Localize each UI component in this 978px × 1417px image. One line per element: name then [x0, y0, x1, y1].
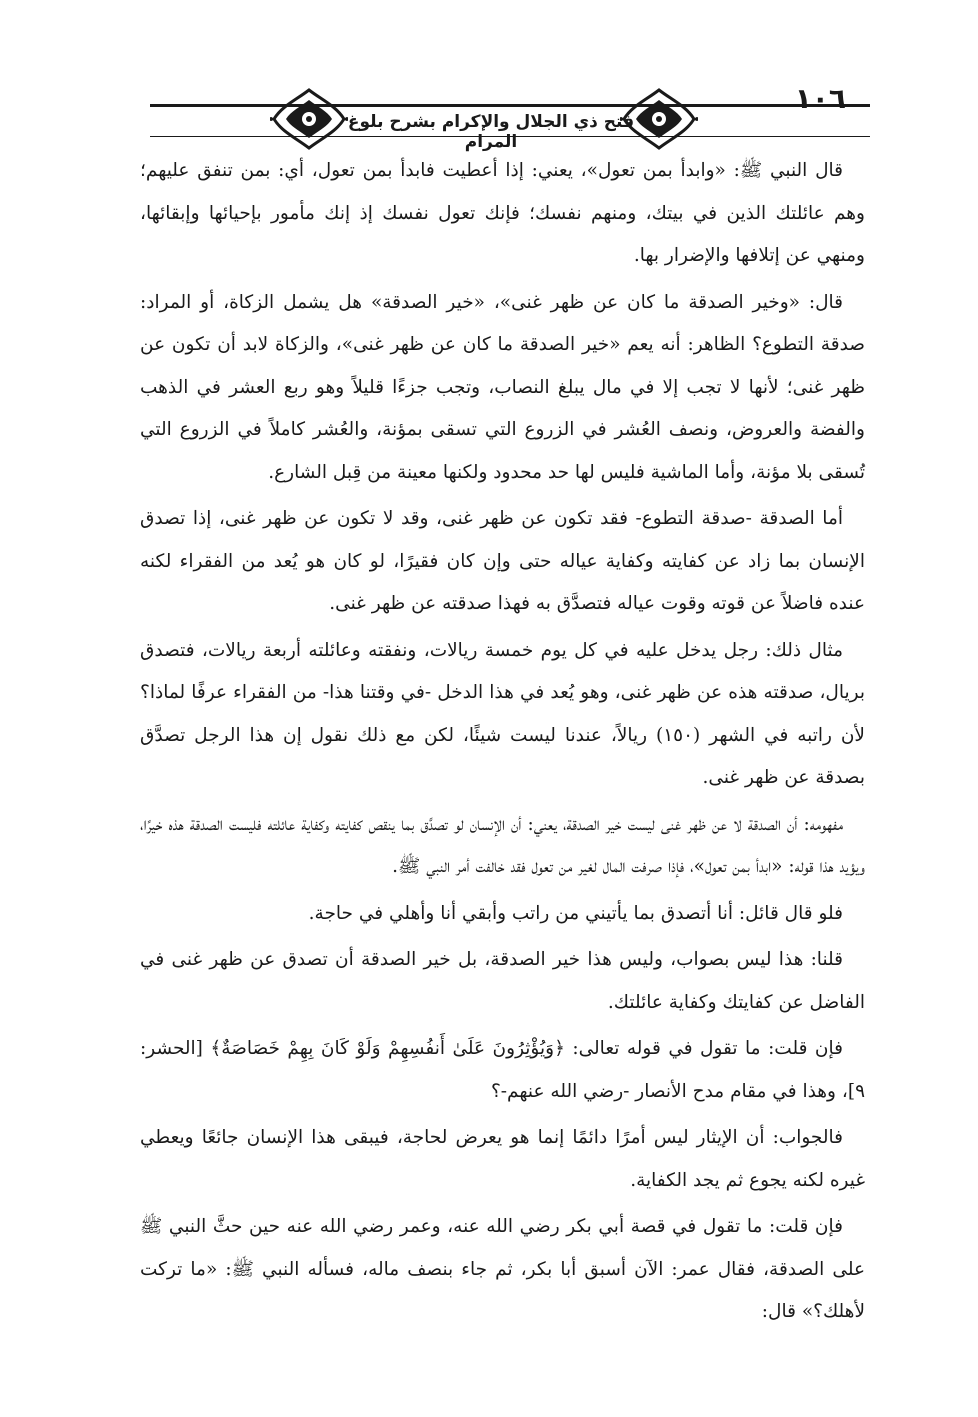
paragraph: فالجواب: أن الإيثار ليس أمرًا دائمًا إنما هو يعرض لحاجة، فيبقى هذا الإنسان جائعًا ويعطي غيره لكنه يجوع ثم يجد الكفاية.	[140, 1127, 865, 1191]
paragraph: فلو قال قائل: أنا أتصدق بما يأتيني من راتب وأبقي أنا وأهلي في حاجة.	[308, 902, 843, 924]
floral-ornament-icon	[270, 86, 348, 152]
paragraph: فإن قلت: ما تقول في قصة أبي بكر رضي الله عنه، وعمر رضي الله عنه حين حثَّ النبي ﷺ على الصدقة، فقال عمر: الآن أسبق أبا بكر، ثم جاء بنصف ماله، فسأله النبي ﷺ: «ما تركت لأهلك؟» قال:	[140, 1216, 865, 1322]
paragraph: قلنا: هذا ليس بصواب، وليس هذا خير الصدقة، بل خير الصدقة أن تصدق عن ظهر غنى في الفاضل عن كفايتك وكفاية عائلتك.	[140, 949, 865, 1013]
page-number: ١٠٦	[794, 82, 846, 115]
paragraph: مفهومه: أن الصدقة لا عن ظهر غنى ليست خير الصدقة، يعني: أن الإنسان لو تصدَّق بما ينقص كفايته وكفاية عائلته فليست الصدقة هذه خيرًا، ويؤيد هذا قوله: «ابدأ بمن تعول»، فإذا صرفت المال لغير من تعول فقد خالفت أمر النبي ﷺ.	[140, 813, 865, 877]
paragraph: مثال ذلك: رجل يدخل عليه في كل يوم خمسة ريالات، ونفقته وعائلته أربعة ريالات، فتصدق بريال، صدقته هذه عن ظهر غنى، وهو يُعد في هذا الدخل -في وقتنا هذا- من الفقراء عرفًا لماذا؟ لأن راتبه في الشهر (١٥٠) ريالاً، عندنا ليست شيئًا، لكن مع ذلك نقول إن هذا الرجل تصدَّق بصدقة عن ظهر غنى.	[140, 639, 865, 788]
paragraph: قال: «وخير الصدقة ما كان عن ظهر غنى»، «خير الصدقة» هل يشمل الزكاة، أو المراد: صدقة التطوع؟ الظاهر: أنه يعم «خير الصدقة ما كان عن ظهر غنى»، والزكاة لابد أن تكون عن ظهر غنى؛ لأنها لا تجب إلا في مال يبلغ النصاب، وتجب جزءًا قليلاً وهو ربع العشر في الذهب والفضة والعروض، ونصف العُشر في الزروع التي تسقى بمؤنة، والعُشر كاملاً في الزروع التي تُسقى بلا مؤنة، وأما الماشية فليس لها حد محدود ولكنها معينة من قِبل الشارع.	[140, 291, 865, 483]
paragraph: أما الصدقة -صدقة التطوع- فقد تكون عن ظهر غنى، وقد لا تكون عن ظهر غنى، إذا تصدق الإنسان بما زاد عن كفايته وكفاية عياله حتى وإن كان فقيرًا، لو كان هو يُعد من الفقراء لكنه عنده فاضلاً عن قوته وقوت عياله فتصدَّق به فهذا صدقته عن ظهر غنى.	[140, 508, 865, 614]
body-text	[140, 150, 865, 1338]
running-title: فتح ذي الجلال والإكرام بشرح بلوغ المرام	[347, 112, 635, 152]
page-header	[0, 0, 978, 150]
header-rule-top	[150, 104, 870, 107]
paragraph: فإن قلت: ما تقول في قوله تعالى: ﴿وَيُؤْثِرُونَ عَلَىٰ أَنفُسِهِمْ وَلَوْ كَانَ بِهِمْ خَصَاصَةٌ﴾ [الحشر: ٩]، وهذا في مقام مدح الأنصار -رضي الله عنهم-؟	[140, 1038, 865, 1102]
paragraph: قال النبي ﷺ: «وابدأ بمن تعول»، يعني: إذا أعطيت فابدأ بمن تعول، أي: بمن تنفق عليهم؛ وهم عائلتك الذين في بيتك، ومنهم نفسك؛ فإنك تعول نفسك إذ إنك مأمور بإحيائها وإبقائها، ومنهي عن إتلافها والإضرار بها.	[140, 160, 865, 266]
